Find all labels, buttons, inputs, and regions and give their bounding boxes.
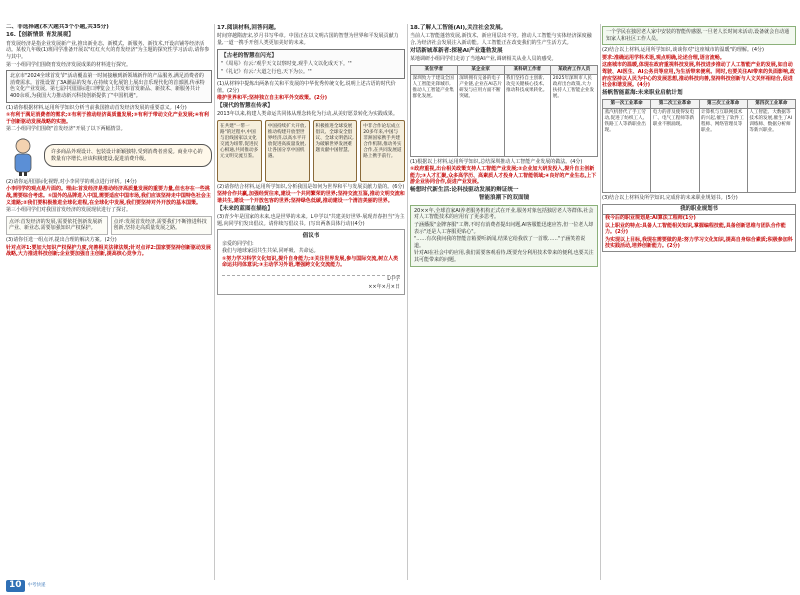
column-2 [217, 24, 405, 580]
q18-2-requirement: 要求:准确运用学科术语,观点明确,论述合理,语言流畅。 [602, 54, 725, 61]
career-plan-line: 以上职业的特点:具备人工智能相关知识,掌握编程技能,具备创新思维与团队合作能力。(2分) [605, 222, 786, 236]
subheading-2b: 智能浪潮下的双面镜 [478, 195, 530, 202]
letter-title: 倡议书 [302, 233, 320, 240]
table-header: 第三次工业革命 [699, 100, 747, 109]
table-cell: 计算机与互联网技术的兴起,催生了软件工程师、网络管理员等职业。 [699, 109, 747, 193]
q17-2-question: (2)请你结合材料,运用所学知识,分析我国是如何为世界和平与发展贡献力量的。(6分) [217, 183, 405, 190]
table-cell: 电力的普及使得发电厂、电气工程师等新职业不断涌现。 [651, 109, 699, 193]
scroll-panel: 在共建"一带一路"的过程中,中国与沿线国家以文化交流为纽带,促进民心相通,共同推动多元文明交流互鉴。 [217, 120, 262, 182]
page-number: 10 [6, 580, 25, 592]
q18-3-question: (3)结合以上材料及所学知识,完成你的未来职业规划书。(5分) [602, 195, 738, 202]
group-1-prompt: 第一小组同学们围绕育发经济发展成果的材料进行探究。 [6, 61, 132, 68]
table-cell: 我们坚持自主创新,攻克关键核心技术,推动科技成果转化。 [504, 74, 551, 156]
story-para: 针对AI在社会中的应用,我们需要客观看待,既要充分利用技术带来的便利,也要关注其可能带来的问题。 [414, 250, 594, 263]
subheading-1: 对话新城革新者:探秘AI产业蓬勃发展 [410, 47, 503, 54]
column-divider [600, 24, 601, 580]
column-4 [602, 24, 796, 580]
table-header: 第二次工业革命 [651, 100, 699, 109]
quote-1: "《周易》有云:'观乎天文以察时变,观乎人文以化成天下。'" [221, 60, 352, 67]
survey-intro: 某地调研小组同学们走访了当地AI产业,调研相关从业人员的感受。 [410, 55, 557, 62]
scroll-panels [217, 120, 405, 182]
scroll-panel: 积极推进全球发展倡议、全球安全倡议、全球文明倡议,为破解世界发展难题贡献中国智慧。 [313, 120, 358, 182]
brand-label: 中考快递 [27, 582, 46, 588]
subheading-2: 畅想时代新生活:论科技驱动发展的辩证统一 [410, 186, 519, 193]
career-plan [602, 204, 796, 252]
table-cell: 人工智能、大数据等技术的发展,催生了AI训练师、数据分析师等新兴职业。 [747, 109, 795, 193]
q17-2-answer: 坚持合作共赢,加强经贸往来,建设一个共同繁荣的世界;坚持交流互鉴,推动文明交流和谐共生,建设一个开放包容的世界;坚持绿色低碳,推动建设一个清洁美丽的世界。 [217, 191, 405, 205]
table-header: 第四次工业革命 [747, 100, 795, 109]
q18-intro: 当前人工智能蓬勃发展,新技术、新应用层出不穷。推动人工智能与实体经济深度融合,为经济社会发展注入新动能。人工智能正在改变我们的生产生活方式。 [410, 33, 592, 46]
q18-1-question: (1)根据以上材料,运用所学知识,总结深圳推动人工智能产业发展的做法。(4分) [410, 158, 583, 165]
q18-2-answer: 这座城市的温暖,体现在政府重视科技发展,科技进步推动了人工智能产业的发展,如自动驾驶、AI医生、AI公务员等应用,为生活带来便利。同时,也要关注AI带来的负面影响,政府应坚持以人民为中心的发展思想,推动科技向善,坚持科技创新与人文关怀相结合,促进社会和谐发展。(4分) [602, 62, 795, 89]
comment-boxes [6, 216, 212, 235]
speech-figure [6, 136, 212, 176]
letter-body: 我们与地球家园共生共荣,同呼吸、共命运。 [222, 248, 319, 255]
column-divider [407, 24, 408, 580]
column-divider [214, 24, 215, 580]
q16-2-question: (2)请你运用国际化视野,对小李同学的观点进行评析。(4分) [6, 178, 137, 185]
story-box-continued: 一个学民在独居老人家中安装的智能传感器,一旦老人长时间未活动,设备就会自动通知家人和社区工作人员。 [602, 26, 796, 45]
q17-1-question: (1)从材料中提炼出两条有关和平发展的中华优秀传统文化,说明上述古语的时代价值。(2分) [217, 81, 396, 94]
table-cell: 深圳拥有完备的电子产业链,企业在AI芯片研发与应用方面不断突破。 [457, 74, 504, 156]
q16-intro: 育发展经济是指企业发展新产业,推出新业态、新模式、新服务、新技术,开设店铺等经济活动。某校九年级(1)班同学准备开展以"红红火火的育发经济"为主题的探究性学习活动,请你参与其中。 [6, 40, 210, 60]
table-cell: 蒸汽机替代了手工劳动,促进了纺织工人、铁路工人等新职业出现。 [603, 109, 651, 193]
table-header: 某政府工作人员 [551, 65, 598, 74]
q18-title: 18.了解人工智能(AI),关注社会发展。 [410, 25, 507, 31]
subheading-3: 扬帆智能蓝海:未来职业启航计划 [602, 89, 683, 96]
career-plan-title: 我的职业规划书 [603, 205, 795, 215]
q16-1-question: (1)请你根据材料,运用所学知识分析当前我国推动首发经济发展的重要意义。(4分) [6, 104, 187, 111]
q17-3-question: (3)青少年是国家的未来,也是世界的未来。L中学以"共建美好世界·展现青春担当"为主题,向同学们发出倡议。请你续写倡议书。(写出两条具体行动)(4分) [217, 214, 405, 227]
q17-title: 17.阅读材料,回答问题。 [217, 25, 280, 31]
story-para: "……有次我问我的智能音箱要听新闻,结果它给我放了一首歌……"子涵笑着说道。 [414, 236, 586, 249]
q17-1-answer: 维护世界和平;坚持独立自主和平外交政策。(2分) [217, 95, 328, 102]
table-header: 某位学者 [411, 65, 458, 74]
column-3 [410, 24, 598, 580]
q16-3-answer: 针对点评1:要加大知识产权保护力度,完善相关法律法规;针对点评2:国家要坚持创新驱动发展战略,大力推进科技创新;企业要加强自主创新,提高核心竞争力。 [6, 244, 211, 258]
comment-box-2: 点评:发展首发经济,需要我们不断推进科技创新,坚持走高质量发展之路。 [111, 216, 213, 235]
table-header: 第一次工业革命 [603, 100, 651, 109]
comment-box-1: 点评:首发经济的发展,需要依托创新发展新产业、新业态,需要加强知识产权保护。 [6, 216, 108, 235]
career-plan-line: 我今后的职业规划是:AI算法工程师(1分) [605, 214, 696, 221]
story-box [410, 205, 598, 268]
q18-1-answer: ①政府重视,出台相关政策支持人工智能产业发展;②企业加大研发投入,提升自主创新能力;③人才汇聚,众多高学历、高素质人才投身人工智能领域;④良好的产业生态,上下游企业协同合作,促进产业发展。 [410, 166, 597, 186]
material-box-1: 北京市"2024全球首发节"活动覆盖第一时间接触到新领域新作的产品服务,满足消费者的消费需求。首批设置了3A潮品的发布,在持续文化展馆上展出音乐现代化的首部剧,传承特色文化产业发展。第七届中国国际进口博览会上共发布首发新品、新技术、新服务共计400余项,为我国大力推动新兴科技创新提供了"中国机遇"。 [6, 70, 212, 102]
table-cell: 深圳致力于建设全国人工智能先锋城市,推动人工智能产业集群化发展。 [411, 74, 458, 156]
q16-3-question: (3)请你任选一组点评,提出合理的解决方案。(2分) [6, 237, 117, 244]
table-header: 某科研工作者 [504, 65, 551, 74]
page-footer [6, 580, 46, 592]
scroll-panel: 中国持续扩大开放,推动构建开放型世界经济,以高水平开放促进高质量发展,让各国分享中国机遇。 [265, 120, 310, 182]
table-cell: 2025年深圳市人民政府出台政策,大力扶持人工智能企业发展。 [551, 74, 598, 156]
box-title-2: 【现代的智慧在传承】 [217, 102, 273, 109]
career-plan-line: 为实现以上目标,我现在需要做的是:努力学习文化知识,提高自身综合素质;积极参加科技实践活动,培养创新能力。(2分) [605, 236, 793, 250]
section-heading: 二、非选择题(本大题共3个小题,共35分) [6, 24, 109, 30]
q16-2-answer: 小李同学的观点是片面的。理由:首发经济是推动经济高质量发展的重要力量,但也存在一些挑战,需要综合考虑。①国外的品牌进入中国,需要适应中国市场,我们应该坚持走中国特色社会主义道路;②我们要积极推进全球化进程,在全球化中发展,我们要坚持对外开放的基本国策。 [6, 186, 211, 206]
proposal-letter [217, 229, 405, 295]
story-para: 子涵播报"金牌客服"工牌,不时有消费者提出问题,AI客服能迅速应答,但一位老人却表示"还是人工客服更贴心"。 [414, 221, 594, 235]
group-2-prompt: 第二小组同学们围绕"首发经济"开展了以下两幅情景。 [6, 126, 126, 133]
ancient-wisdom-box [217, 49, 405, 80]
story-para: 20××年,全球首家AI养老服务机构正式在开业,服务对象包括独居老人等群体,社会对人工智能技术的应用有了更多思考。 [414, 207, 594, 221]
quote-2: "《礼记》有云:'大道之行也,天下为公。'" [221, 68, 312, 75]
industrial-revolution-table [602, 99, 796, 193]
letter-date: ××年×月×日 [368, 283, 400, 290]
scroll-panel: 中非合作论坛成立20多年来,中国与非洲国家携手共建合作机制,推动务实合作,在共同发展道路上携手前行。 [360, 120, 405, 182]
q18-2-question: (2)结合以上材料,运用所学知识,谈谈你对"这座城市的温暖"的理解。(4分) [602, 47, 764, 54]
letter-greeting: 亲爱的同学们: [222, 240, 254, 247]
student-figure-icon [6, 136, 40, 176]
group-3-prompt: 第三小组同学们对我国首发经济的发展现状进行了探讨。 [6, 207, 132, 214]
table-header: 某企业家 [457, 65, 504, 74]
letter-signature: L中学 [387, 275, 400, 282]
q16-1-answer: ①有利于满足消费者的需求;②有利于推动经济高质量发展;③有利于带动文化产业发展;④有利于创新驱动发展战略的实施。 [6, 112, 209, 125]
speech-bubble: 许多商品外观设计、包装设计新颖独特,受到消费者喜爱。商业中心的数量有序增长,应该积极建设,促进消费升级。 [44, 144, 212, 167]
box-title-3: 【未来的蓝图在描绘】 [217, 205, 273, 212]
letter-answer: ①努力学习科学文化知识,提升自身能力;②关注世界发展,参与国际交流,树立人类命运共同体意识;③主动学习外语,增强跨文化交流能力。 [222, 255, 399, 269]
q16-title: 16.【创新情景 育发展观】 [6, 32, 74, 39]
column-1 [6, 24, 212, 580]
box-title: 【古老的智慧在闪光】 [221, 52, 277, 59]
interview-table [410, 65, 598, 157]
q17-intro: 时间穿越隋唐宋,岁月书写华章。中国正在以文明古国的智慧为世界和平发展贡献力量,一道一携手开创人类更加美好的未来。 [217, 33, 399, 46]
modern-wisdom-text: 2013年以来,构建人类命运共同体从理念转化为行动,从美好愿景转化为实践成果。 [217, 111, 398, 118]
